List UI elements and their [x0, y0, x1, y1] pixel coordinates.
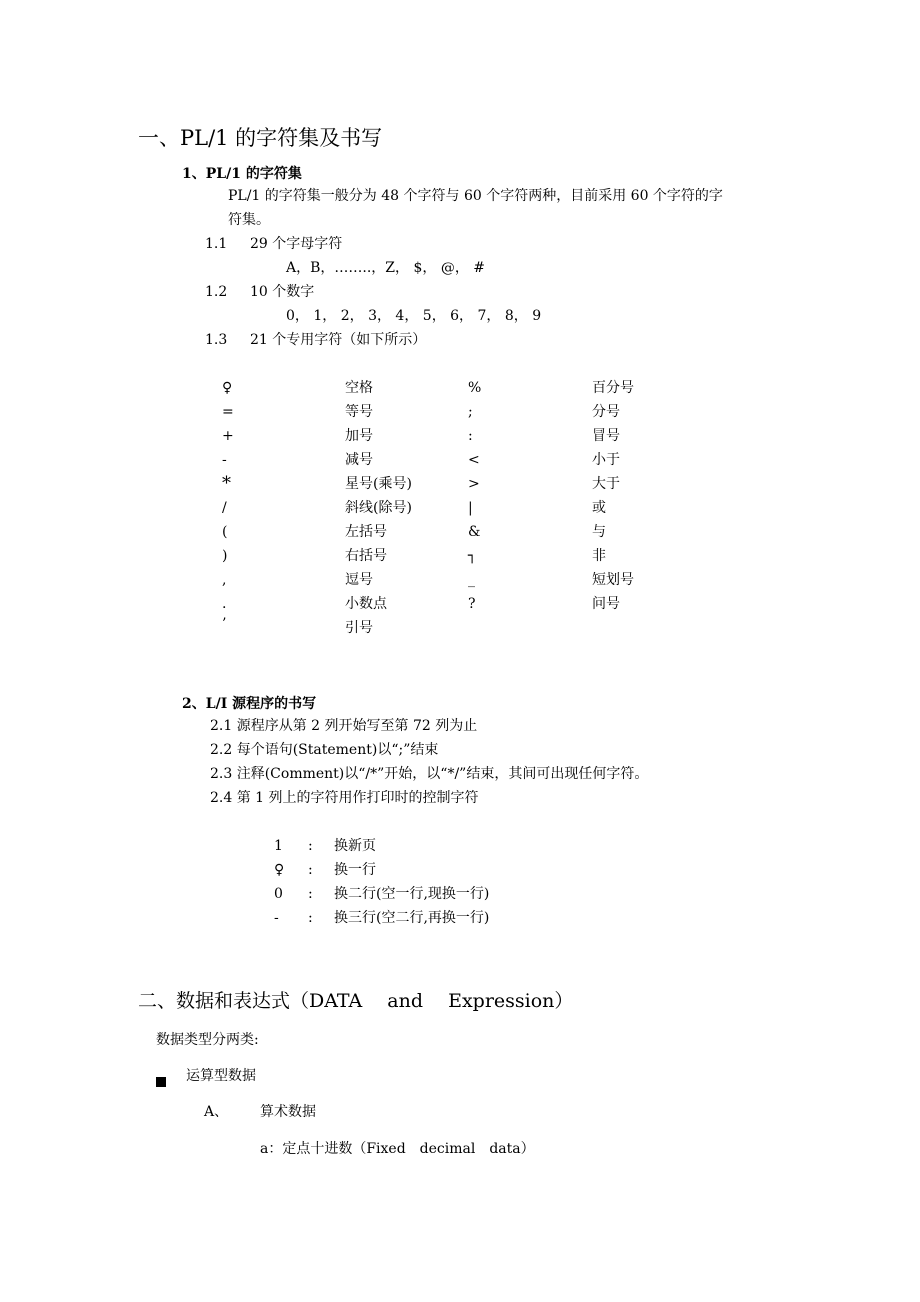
special-sym: % — [468, 380, 482, 396]
special-name: 等号 — [345, 404, 373, 420]
special-sym: , — [222, 572, 227, 588]
special-name: 减号 — [345, 452, 373, 468]
special-sym: | — [468, 500, 473, 516]
bullet-label: 运算型数据 — [186, 1068, 256, 1084]
control-sym: 1 — [274, 838, 283, 854]
special-name: 左括号 — [345, 524, 387, 540]
special-name: 星号(乘号) — [345, 476, 412, 492]
sub-a-label: 算术数据 — [260, 1104, 316, 1120]
special-sym: ♀ — [222, 380, 233, 396]
control-sep: : — [308, 886, 313, 902]
special-name: 大于 — [592, 476, 620, 492]
rule-2-2: 2.2 每个语句(Statement)以“;”结束 — [210, 742, 439, 758]
special-sym: _ — [468, 572, 475, 588]
control-desc: 换二行(空一行,现换一行) — [334, 886, 490, 902]
special-name: 逗号 — [345, 572, 373, 588]
special-name: 小数点 — [345, 596, 387, 612]
special-name: 加号 — [345, 428, 373, 444]
sub2-title: 2、L/I 源程序的书写 — [182, 696, 317, 712]
special-name: 空格 — [345, 380, 373, 396]
special-name: 短划号 — [592, 572, 634, 588]
special-sym: = — [222, 404, 234, 420]
special-sym: - — [222, 452, 227, 468]
control-sym: ♀ — [274, 862, 285, 878]
special-sym: + — [222, 428, 234, 444]
special-name: 或 — [592, 500, 606, 516]
special-sym: ┐ — [468, 548, 477, 564]
special-name: 非 — [592, 548, 606, 564]
special-name: 斜线(除号) — [345, 500, 412, 516]
special-sym: * — [222, 473, 231, 494]
control-desc: 换三行(空二行,再换一行) — [334, 910, 490, 926]
special-name: 问号 — [592, 596, 620, 612]
item-1-2-detail: 0， 1， 2， 3， 4， 5， 6， 7， 8， 9 — [286, 308, 542, 324]
sub-a-item: a：定点十进数（Fixed decimal data） — [260, 1141, 535, 1157]
special-name: 引号 — [345, 620, 373, 636]
rule-2-4: 2.4 第 1 列上的字符用作打印时的控制字符 — [210, 790, 479, 806]
special-sym: / — [222, 500, 227, 516]
item-1-1-detail: A，B，……..，Z， $， @， # — [286, 260, 486, 276]
special-sym: ( — [222, 524, 228, 540]
control-desc: 换一行 — [334, 862, 376, 878]
special-name: 百分号 — [592, 380, 634, 396]
control-sep: : — [308, 910, 313, 926]
rule-2-1: 2.1 源程序从第 2 列开始写至第 72 列为止 — [210, 718, 478, 734]
special-sym: ’ — [222, 616, 227, 632]
special-name: 冒号 — [592, 428, 620, 444]
section1-title: 一、PL/1 的字符集及书写 — [138, 126, 383, 150]
special-sym: < — [468, 452, 480, 468]
control-sep: : — [308, 838, 313, 854]
control-sym: 0 — [274, 886, 283, 902]
section2-intro: 数据类型分两类: — [156, 1032, 259, 1048]
special-name: 小于 — [592, 452, 620, 468]
item-1-1-num: 1.1 — [205, 236, 228, 252]
bullet-square-icon — [156, 1072, 166, 1091]
control-sym: - — [274, 910, 279, 926]
special-sym: & — [468, 524, 481, 540]
special-sym: ) — [222, 548, 228, 564]
item-1-3-label: 21 个专用字符（如下所示） — [250, 332, 427, 348]
special-name: 分号 — [592, 404, 620, 420]
sub-a-num: A、 — [204, 1104, 229, 1120]
item-1-3-num: 1.3 — [205, 332, 228, 348]
special-sym: ? — [468, 596, 476, 612]
special-sym: . — [222, 596, 227, 612]
item-1-1-label: 29 个字母字符 — [250, 236, 343, 252]
special-sym: > — [468, 476, 480, 492]
special-sym: ; — [468, 404, 473, 420]
item-1-2-label: 10 个数字 — [250, 284, 315, 300]
item-1-2-num: 1.2 — [205, 284, 228, 300]
special-sym: : — [468, 428, 473, 444]
sub1-title: 1、PL/1 的字符集 — [182, 166, 302, 182]
special-name: 与 — [592, 524, 606, 540]
special-name: 右括号 — [345, 548, 387, 564]
control-desc: 换新页 — [334, 838, 376, 854]
section2-title: 二、数据和表达式（DATA and Expression） — [138, 990, 574, 1012]
intro-line2: 符集。 — [228, 212, 270, 228]
intro-line1: PL/1 的字符集一般分为 48 个字符与 60 个字符两种，目前采用 60 个字符的字 — [228, 188, 723, 204]
rule-2-3: 2.3 注释(Comment)以“/*”开始，以“*/”结束，其间可出现任何字符。 — [210, 766, 649, 782]
control-sep: : — [308, 862, 313, 878]
